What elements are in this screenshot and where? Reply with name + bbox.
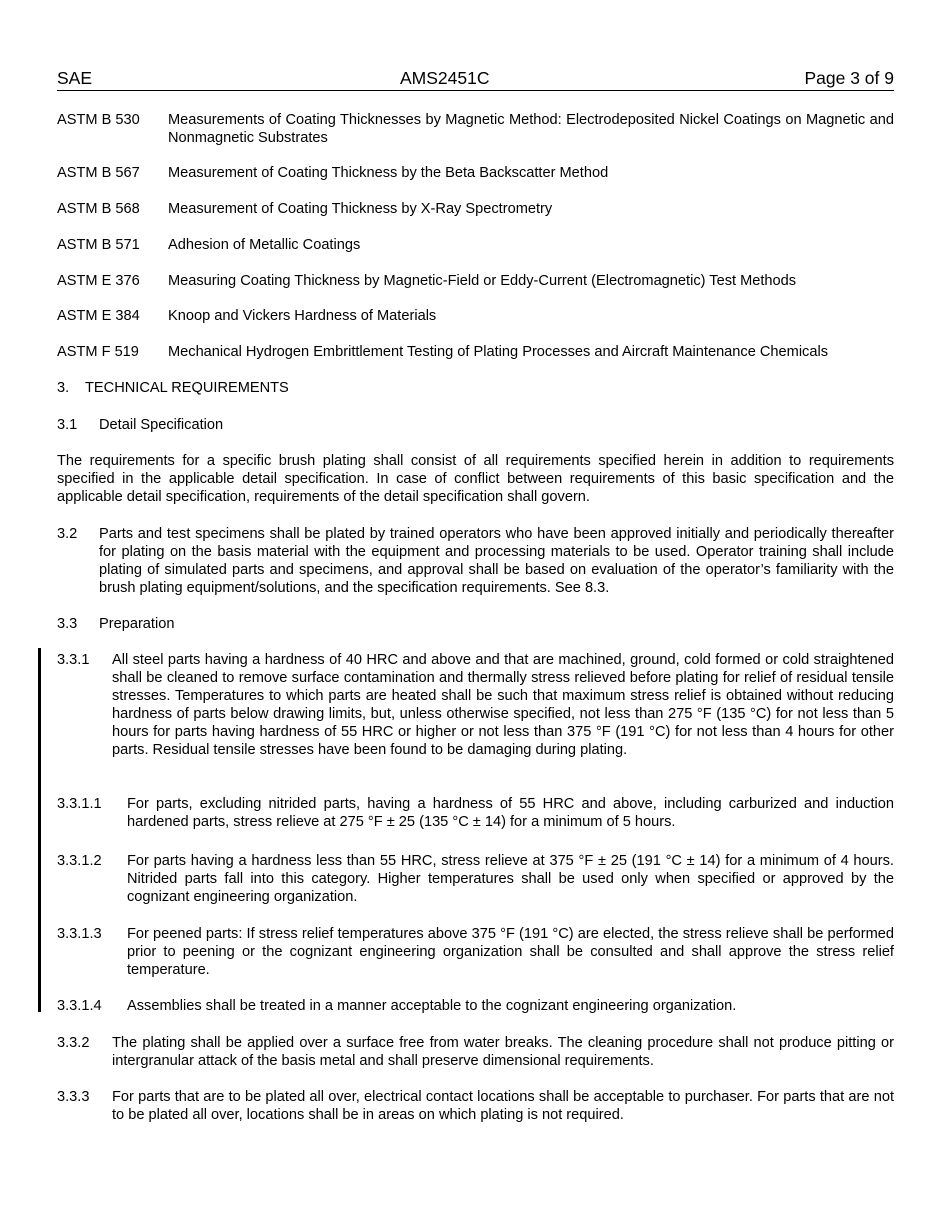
paragraph-text: The plating shall be applied over a surface free from water breaks. The cleaning procedure shall not produce pitting or intergranular attack of the basis metal and shall preserve dimensional requirements. xyxy=(112,1035,894,1069)
reference-code: ASTM F 519 xyxy=(57,344,139,360)
paragraph-number: 3.3.1.1 xyxy=(57,796,102,812)
reference-title: Adhesion of Metallic Coatings xyxy=(168,237,361,253)
numbered-paragraph xyxy=(57,1034,894,1070)
header-page-number: Page 3 of 9 xyxy=(804,68,894,88)
paragraph-number: 3.3.1.2 xyxy=(57,853,102,869)
paragraph-text: For parts, excluding nitrided parts, having a hardness of 55 HRC and above, including carburized and induction hardened parts, stress relieve at 275 °F ± 25 (135 °C ± 14) for a minimum of 5 hours. xyxy=(127,796,894,830)
paragraph-text: For parts having a hardness less than 55 HRC, stress relieve at 375 °F ± 25 (191 °C ± 14) for a minimum of 4 hours. Nitrided parts fall into this category. Higher temperatures shall be used only when specified or approved by the cognizant engineering organization. xyxy=(127,853,894,905)
page-header xyxy=(57,68,894,91)
numbered-paragraph xyxy=(57,925,894,979)
paragraph-number: 3.3.1 xyxy=(57,652,90,668)
paragraph-number: 3.3.1.3 xyxy=(57,926,102,942)
header-org: SAE xyxy=(57,68,93,88)
numbered-paragraph xyxy=(57,795,894,831)
numbered-paragraph xyxy=(57,651,894,759)
reference-item xyxy=(57,236,894,254)
header-doc-number: AMS2451C xyxy=(400,68,490,88)
reference-title: Measurement of Coating Thickness by the Beta Backscatter Method xyxy=(168,165,609,181)
numbered-paragraph xyxy=(57,997,894,1015)
paragraph-text: For parts that are to be plated all over, electrical contact locations shall be acceptable to purchaser. For parts that are not to be plated all over, locations shall be in areas on which plating is not required. xyxy=(112,1089,894,1123)
reference-item xyxy=(57,164,894,182)
subsection-number: 3.3 xyxy=(57,616,78,632)
paragraph-number: 3.3.3 xyxy=(57,1089,90,1105)
paragraph-text: Assemblies shall be treated in a manner acceptable to the cognizant engineering organization. xyxy=(127,998,737,1014)
reference-item xyxy=(57,111,894,147)
section-number: 3. xyxy=(57,380,70,396)
paragraph: The requirements for a specific brush plating shall consist of all requirements specified herein in addition to requirements specified in the applicable detail specification. In case of conflict between requirements of this basic specification and the applicable detail specification, requirements of the detail specification shall govern. xyxy=(57,453,894,505)
reference-item xyxy=(57,307,894,325)
paragraph-text: For peened parts: If stress relief temperatures above 375 °F (191 °C) are elected, the stress relieve shall be performed prior to peening or the cognizant engineering organization shall be consulted and shall approve the stress relief temperature. xyxy=(127,926,894,978)
subsection-heading xyxy=(57,416,894,434)
reference-item xyxy=(57,272,894,290)
reference-title: Measurements of Coating Thicknesses by Magnetic Method: Electrodeposited Nickel Coatings on Magnetic and Nonmagnetic Substrates xyxy=(168,112,894,146)
subsection-heading xyxy=(57,615,894,633)
numbered-paragraph xyxy=(57,1088,894,1124)
reference-code: ASTM B 530 xyxy=(57,112,140,128)
reference-code: ASTM B 567 xyxy=(57,165,140,181)
paragraph-text: Parts and test specimens shall be plated by trained operators who have been approved initially and periodically thereafter for plating on the basis material with the equipment and processing materials to be used. Operator training shall include plating of simulated parts and specimens, and approval shall be based on evaluation of the operator’s familiarity with the brush plating equipment/solutions, and the specification requirements. See 8.3. xyxy=(99,526,894,596)
section-title: TECHNICAL REQUIREMENTS xyxy=(85,380,289,396)
reference-title: Measuring Coating Thickness by Magnetic-Field or Eddy-Current (Electromagnetic) Test Methods xyxy=(168,273,797,289)
numbered-paragraph xyxy=(57,525,894,597)
reference-code: ASTM E 376 xyxy=(57,273,140,289)
paragraph-number: 3.2 xyxy=(57,526,78,542)
reference-code: ASTM E 384 xyxy=(57,308,140,324)
reference-title: Measurement of Coating Thickness by X-Ray Spectrometry xyxy=(168,201,553,217)
reference-title: Mechanical Hydrogen Embrittlement Testing of Plating Processes and Aircraft Maintenance Chemicals xyxy=(168,344,829,360)
paragraph-number: 3.3.1.4 xyxy=(57,998,102,1014)
section-heading xyxy=(57,379,894,397)
reference-code: ASTM B 568 xyxy=(57,201,140,217)
subsection-number: 3.1 xyxy=(57,417,78,433)
reference-item xyxy=(57,200,894,218)
paragraph-text: All steel parts having a hardness of 40 HRC and above and that are machined, ground, cold formed or cold straightened shall be cleaned to remove surface contamination and thermally stress relieved before plating for relief of residual tensile stresses. Temperatures to which parts are heated shall be such that maximum stress relief is obtained without reducing hardness of parts below drawing limits, but, unless otherwise specified, not less than 275 °F (135 °C) for not less than 5 hours for parts having hardness of 55 HRC or higher or not less than 375 °F (191 °C) for not less than 4 hours for other parts. Residual tensile stresses have been found to be damaging during plating. xyxy=(112,652,894,758)
reference-item xyxy=(57,343,894,361)
numbered-paragraph xyxy=(57,852,894,906)
subsection-title: Preparation xyxy=(99,616,175,632)
paragraph-number: 3.3.2 xyxy=(57,1035,90,1051)
reference-title: Knoop and Vickers Hardness of Materials xyxy=(168,308,437,324)
reference-code: ASTM B 571 xyxy=(57,237,140,253)
subsection-title: Detail Specification xyxy=(99,417,224,433)
revision-change-bar xyxy=(38,648,41,1012)
